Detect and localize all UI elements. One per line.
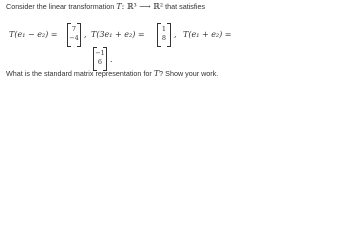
equation-3-separator: . — [110, 55, 113, 64]
equation-3-lhs — [183, 22, 232, 46]
equation-1-lhs — [9, 22, 58, 46]
equation-2-lhs-text: T(3e₁ + e₂) = — [91, 29, 145, 39]
equation-3-vector — [93, 47, 107, 69]
question-prefix: What is the standard matrix representation for — [6, 69, 154, 78]
intro-arrow: ⟶ — [136, 2, 154, 11]
equation-1-vector — [67, 23, 81, 45]
equation-3-lhs-text: T(e₁ + e₂) = — [183, 29, 232, 39]
equation-2-separator: , — [174, 30, 177, 39]
equation-2-vector — [157, 23, 171, 45]
equation-1-lhs-text: T(e₁ − e₂) = — [9, 29, 58, 39]
problem-question — [6, 68, 218, 80]
equation-1-vector-entry-2: −4 — [69, 34, 79, 42]
equation-3-vector-entry-1: −1 — [95, 49, 105, 57]
equation-3-vector-entry-2: 6 — [97, 58, 103, 66]
equation-1-vector-entry-1: 7 — [71, 25, 77, 33]
equation-2-vector-entry-1: 1 — [161, 25, 167, 33]
equation-2-vector-entry-2: 8 — [161, 34, 167, 42]
equation-2-lhs — [91, 22, 145, 46]
problem-intro — [6, 1, 205, 13]
intro-prefix: Consider the linear transformation — [6, 2, 117, 11]
intro-domain: ℝ³ — [126, 2, 137, 11]
intro-map-symbol: T — [116, 2, 122, 11]
intro-codomain: ℝ² — [153, 2, 164, 11]
equation-1-separator: , — [84, 30, 87, 39]
intro-colon: : — [121, 2, 127, 11]
intro-suffix: that satisfies — [163, 2, 206, 11]
question-suffix: ? Show your work. — [159, 69, 219, 78]
question-map-symbol: T — [153, 69, 160, 78]
